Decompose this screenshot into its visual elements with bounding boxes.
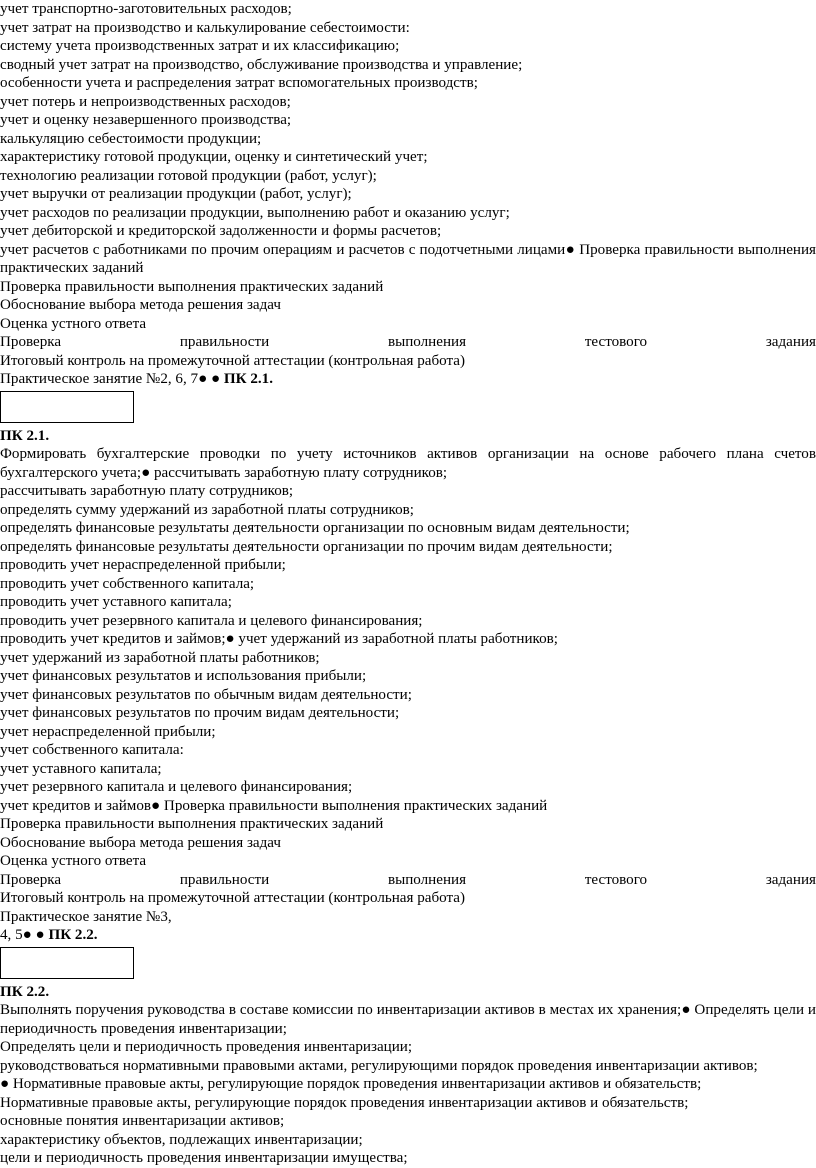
- list-item: учет удержаний из заработной платы работников;: [0, 649, 320, 666]
- list-item: [0, 630, 816, 649]
- section-1-items: [0, 0, 816, 278]
- list-item: основные понятия инвентаризации активов;: [0, 1113, 285, 1129]
- list-item: определять финансовые результаты деятельности организации по основным видам деятельности;: [0, 520, 630, 536]
- test-word: Проверка: [0, 871, 62, 888]
- section-heading: ПК 2.2.: [0, 983, 50, 1000]
- final-control: Итоговый контроль на промежуточной аттестации (контрольная работа): [0, 890, 466, 906]
- test-word: выполнения: [387, 334, 467, 350]
- list-item: систему учета производственных затрат и их классификацию;: [0, 38, 400, 54]
- list-item: учет резервного капитала и целевого финансирования;: [0, 779, 353, 795]
- list-item: проводить учет уставного капитала;: [0, 594, 232, 610]
- practice-pk: ПК 2.1.: [223, 371, 273, 387]
- check-item: Оценка устного ответа: [0, 853, 147, 869]
- test-word: Проверка: [0, 334, 62, 350]
- check-text: Проверка правильности выполнения практических заданий: [0, 241, 816, 276]
- list-item: калькуляцию себестоимости продукции;: [0, 130, 262, 147]
- list-item: учет финансовых результатов и использования прибыли;: [0, 668, 367, 684]
- test-word: выполнения: [387, 871, 467, 888]
- list-item: учет финансовых результатов по обычным видам деятельности;: [0, 686, 412, 703]
- list-item: учет уставного капитала;: [0, 760, 162, 777]
- list-item-with-check: [0, 797, 816, 816]
- final-control: Итоговый контроль на промежуточной аттестации (контрольная работа): [0, 352, 466, 369]
- list-item-with-check: [0, 241, 816, 278]
- test-word: тестового: [584, 871, 648, 888]
- list-item: учет выручки от реализации продукции (работ, услуг);: [0, 186, 352, 202]
- list-item: проводить учет нераспределенной прибыли;: [0, 557, 286, 573]
- list-item: [0, 1075, 816, 1094]
- list-item-text: учет кредитов и займов: [0, 797, 152, 814]
- test-word: правильности: [179, 334, 270, 350]
- test-word: задания: [765, 871, 816, 888]
- bullet-icon: ●: [198, 371, 208, 387]
- bullet-icon: ●: [0, 1076, 10, 1092]
- section-heading: ПК 2.1.: [0, 427, 50, 444]
- bullet-icon: ●: [22, 927, 32, 943]
- list-item: учет дебиторской и кредиторской задолженности и формы расчетов;: [0, 223, 442, 239]
- bullet-icon: ●: [210, 371, 221, 387]
- intro-tail: Определять цели и периодичность проведения инвентаризации;: [0, 1002, 816, 1037]
- list-item: учет расходов по реализации продукции, выполнению работ и оказанию услуг;: [0, 204, 510, 221]
- intro-tail: рассчитывать заработную плату сотрудников;: [150, 464, 448, 481]
- check-item: Оценка устного ответа: [0, 315, 147, 332]
- list-item: определять финансовые результаты деятельности организации по прочим видам деятельности;: [0, 538, 613, 555]
- bullet-icon: ●: [141, 464, 151, 481]
- list-item: цели и периодичность проведения инвентаризации имущества;: [0, 1150, 408, 1166]
- list-item: учет потерь и непроизводственных расходов;: [0, 93, 291, 110]
- test-word: задания: [765, 334, 816, 350]
- intro-text: Формировать бухгалтерские проводки по учету источников активов организации на основе рабочего плана счетов бухгалтерского учета;: [0, 446, 816, 481]
- list-item: учет собственного капитала:: [0, 742, 184, 758]
- list-item-text: Нормативные правовые акты, регулирующие порядок проведения инвентаризации активов и обязательств;: [9, 1076, 702, 1092]
- check-item: Обоснование выбора метода решения задач: [0, 834, 281, 851]
- test-word: тестового: [584, 334, 648, 350]
- list-item-text: проводить учет кредитов и займов;: [0, 631, 226, 647]
- list-item: проводить учет собственного капитала;: [0, 575, 255, 592]
- list-item: определять сумму удержаний из заработной платы сотрудников;: [0, 501, 414, 518]
- list-item-text: учет расчетов с работниками по прочим операциям и расчетов с подотчетными лицами: [0, 241, 566, 258]
- list-item: рассчитывать заработную плату сотрудников;: [0, 483, 294, 499]
- list-item: Определять цели и периодичность проведения инвентаризации;: [0, 1039, 413, 1055]
- list-item: учет финансовых результатов по прочим видам деятельности;: [0, 705, 400, 721]
- bullet-icon: ●: [35, 927, 45, 943]
- list-item: характеристику объектов, подлежащих инвентаризации;: [0, 1131, 363, 1148]
- empty-box: [0, 947, 134, 979]
- list-item: сводный учет затрат на производство, обслуживание производства и управление;: [0, 56, 523, 73]
- list-item: Нормативные правовые акты, регулирующие порядок проведения инвентаризации активов и обязательств;: [0, 1094, 689, 1111]
- bullet-icon: ●: [565, 241, 576, 258]
- list-item: учет транспортно-заготовительных расходов;: [0, 1, 292, 17]
- intro-text: Выполнять поручения руководства в составе комиссии по инвентаризации активов в местах их хранения;: [0, 1002, 682, 1018]
- list-item: особенности учета и распределения затрат вспомогательных производств;: [0, 75, 478, 91]
- practice-line: Практическое занятие №3,: [0, 908, 172, 925]
- check-item: Обоснование выбора метода решения задач: [0, 297, 281, 313]
- test-check-line: [0, 333, 816, 352]
- empty-box: [0, 391, 134, 423]
- practice-pk: ПК 2.2.: [48, 927, 98, 943]
- bullet-icon: ●: [151, 797, 161, 814]
- test-word: правильности: [179, 871, 270, 888]
- test-check-line: [0, 871, 816, 890]
- practice-text: 4, 5: [0, 927, 23, 943]
- list-item: руководствоваться нормативными правовыми актами, регулирующими порядок проведения инвентаризации активов;: [0, 1057, 758, 1074]
- bullet-icon: ●: [681, 1002, 691, 1018]
- check-item: Проверка правильности выполнения практических заданий: [0, 278, 384, 295]
- practice-line: [0, 926, 816, 945]
- check-text: Проверка правильности выполнения практических заданий: [160, 797, 548, 814]
- bullet-icon: ●: [225, 631, 235, 647]
- check-item: Проверка правильности выполнения практических заданий: [0, 816, 384, 832]
- list-item: учет нераспределенной прибыли;: [0, 723, 216, 740]
- list-item-tail: учет удержаний из заработной платы работников;: [234, 631, 558, 647]
- section-intro: [0, 1001, 816, 1038]
- list-item: учет и оценку незавершенного производства;: [0, 112, 292, 128]
- list-item: технологию реализации готовой продукции (работ, услуг);: [0, 167, 377, 184]
- section-intro: [0, 445, 816, 482]
- list-item: учет затрат на производство и калькулирование себестоимости:: [0, 19, 410, 36]
- practice-line: [0, 370, 816, 389]
- practice-text: Практическое занятие №2, 6, 7: [0, 371, 199, 387]
- list-item: проводить учет резервного капитала и целевого финансирования;: [0, 612, 423, 629]
- list-item: характеристику готовой продукции, оценку и синтетический учет;: [0, 149, 428, 165]
